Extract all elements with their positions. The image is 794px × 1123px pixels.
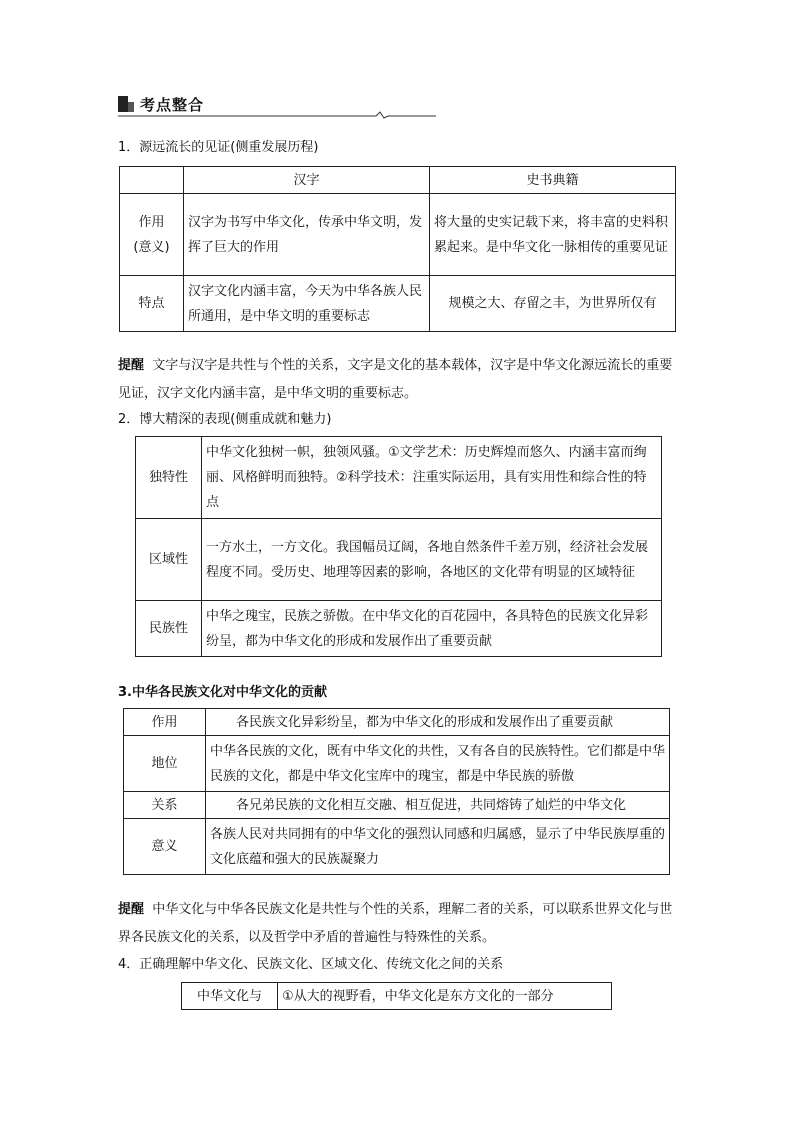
table-3-cell: 中华各民族的文化，既有中华文化的共性，又有各自的民族特性。它们都是中华民族的文化，都是中华文化宝库中的瑰宝，都是中华民族的骄傲 <box>206 736 670 792</box>
table-2-row <box>136 601 662 657</box>
table-2-row <box>136 519 662 601</box>
table-1-row <box>120 276 676 332</box>
table-2-cell: 中华文化独树一帜，独领风骚。①文学艺术：历史辉煌而悠久、内涵丰富而绚丽、风格鲜明而独特。②科学技术：注重实际运用，具有实用性和综合性的特点 <box>202 437 662 519</box>
table-4-row-head: 中华文化与 <box>182 983 278 1010</box>
table-1-header-row <box>120 167 676 194</box>
table-1-cell: 将大量的史实记载下来，将丰富的史料积累起来。是中华文化一脉相传的重要见证 <box>430 194 676 276</box>
table-3-cell: 各兄弟民族的文化相互交融、相互促进，共同熔铸了灿烂的中华文化 <box>206 792 670 819</box>
table-1-row-head: 特点 <box>120 276 184 332</box>
table-1-corner <box>120 167 184 194</box>
table-3-row-head: 关系 <box>124 792 206 819</box>
table-1-col-hanzi: 汉字 <box>184 167 430 194</box>
section-3-title: 3.中华各民族文化对中华文化的贡献 <box>118 685 327 700</box>
section-header <box>118 93 436 121</box>
table-3 <box>123 708 670 875</box>
table-1-row <box>120 194 676 276</box>
table-2-row <box>136 437 662 519</box>
section-4-title: 4．正确理解中华文化、民族文化、区域文化、传统文化之间的关系 <box>118 957 504 972</box>
table-3-row-head: 作用 <box>124 709 206 736</box>
table-2-cell: 一方水土，一方文化。我国幅员辽阔，各地自然条件千差万别，经济社会发展程度不同。受历史、地理等因素的影响，各地区的文化带有明显的区域特征 <box>202 519 662 601</box>
header-title: 考点整合 <box>140 96 205 114</box>
table-3-row-head: 地位 <box>124 736 206 792</box>
table-1 <box>119 166 676 332</box>
table-2-row-head: 民族性 <box>136 601 202 657</box>
tip-2-text: 中华文化与中华各民族文化是共性与个性的关系，理解二者的关系，可以联系世界文化与世界各民族文化的关系，以及哲学中矛盾的普遍性与特殊性的关系。 <box>118 902 673 945</box>
table-3-cell: 各民族文化异彩纷呈，都为中华文化的形成和发展作出了重要贡献 <box>206 709 670 736</box>
section-2-title: 2．博大精深的表现(侧重成就和魅力) <box>118 412 332 427</box>
table-1-cell: 规模之大、存留之丰，为世界所仅有 <box>430 276 676 332</box>
table-4-cell: ①从大的视野看，中华文化是东方文化的一部分 <box>278 983 612 1010</box>
header-square-icon <box>118 96 134 112</box>
section-1-title: 1．源远流长的见证(侧重发展历程) <box>118 140 319 155</box>
table-1-row-head: 作用 (意义) <box>120 194 184 276</box>
tip-1-label: 提醒 <box>118 358 145 373</box>
tip-1 <box>118 352 678 408</box>
header-underline <box>118 111 436 119</box>
table-3-cell: 各族人民对共同拥有的中华文化的强烈认同感和归属感，显示了中华民族厚重的文化底蕴和强大的民族凝聚力 <box>206 819 670 875</box>
table-1-cell: 汉字为书写中华文化，传承中华文明，发挥了巨大的作用 <box>184 194 430 276</box>
tip-1-text: 文字与汉字是共性与个性的关系，文字是文化的基本载体，汉字是中华文化源远流长的重要见证，汉字文化内涵丰富，是中华文明的重要标志。 <box>118 358 673 401</box>
table-2-row-head: 区域性 <box>136 519 202 601</box>
table-3-row <box>124 736 670 792</box>
tip-2-label: 提醒 <box>118 902 145 917</box>
table-1-col-books: 史书典籍 <box>430 167 676 194</box>
table-3-row <box>124 709 670 736</box>
table-3-row-head: 意义 <box>124 819 206 875</box>
table-2 <box>135 436 662 657</box>
table-4 <box>181 982 612 1010</box>
table-2-row-head: 独特性 <box>136 437 202 519</box>
table-1-cell: 汉字文化内涵丰富，今天为中华各族人民所通用，是中华文明的重要标志 <box>184 276 430 332</box>
table-4-row <box>182 983 612 1010</box>
table-3-row <box>124 819 670 875</box>
tip-2 <box>118 896 678 952</box>
table-3-row <box>124 792 670 819</box>
table-2-cell: 中华之瑰宝，民族之骄傲。在中华文化的百花园中，各具特色的民族文化异彩纷呈，都为中华文化的形成和发展作出了重要贡献 <box>202 601 662 657</box>
